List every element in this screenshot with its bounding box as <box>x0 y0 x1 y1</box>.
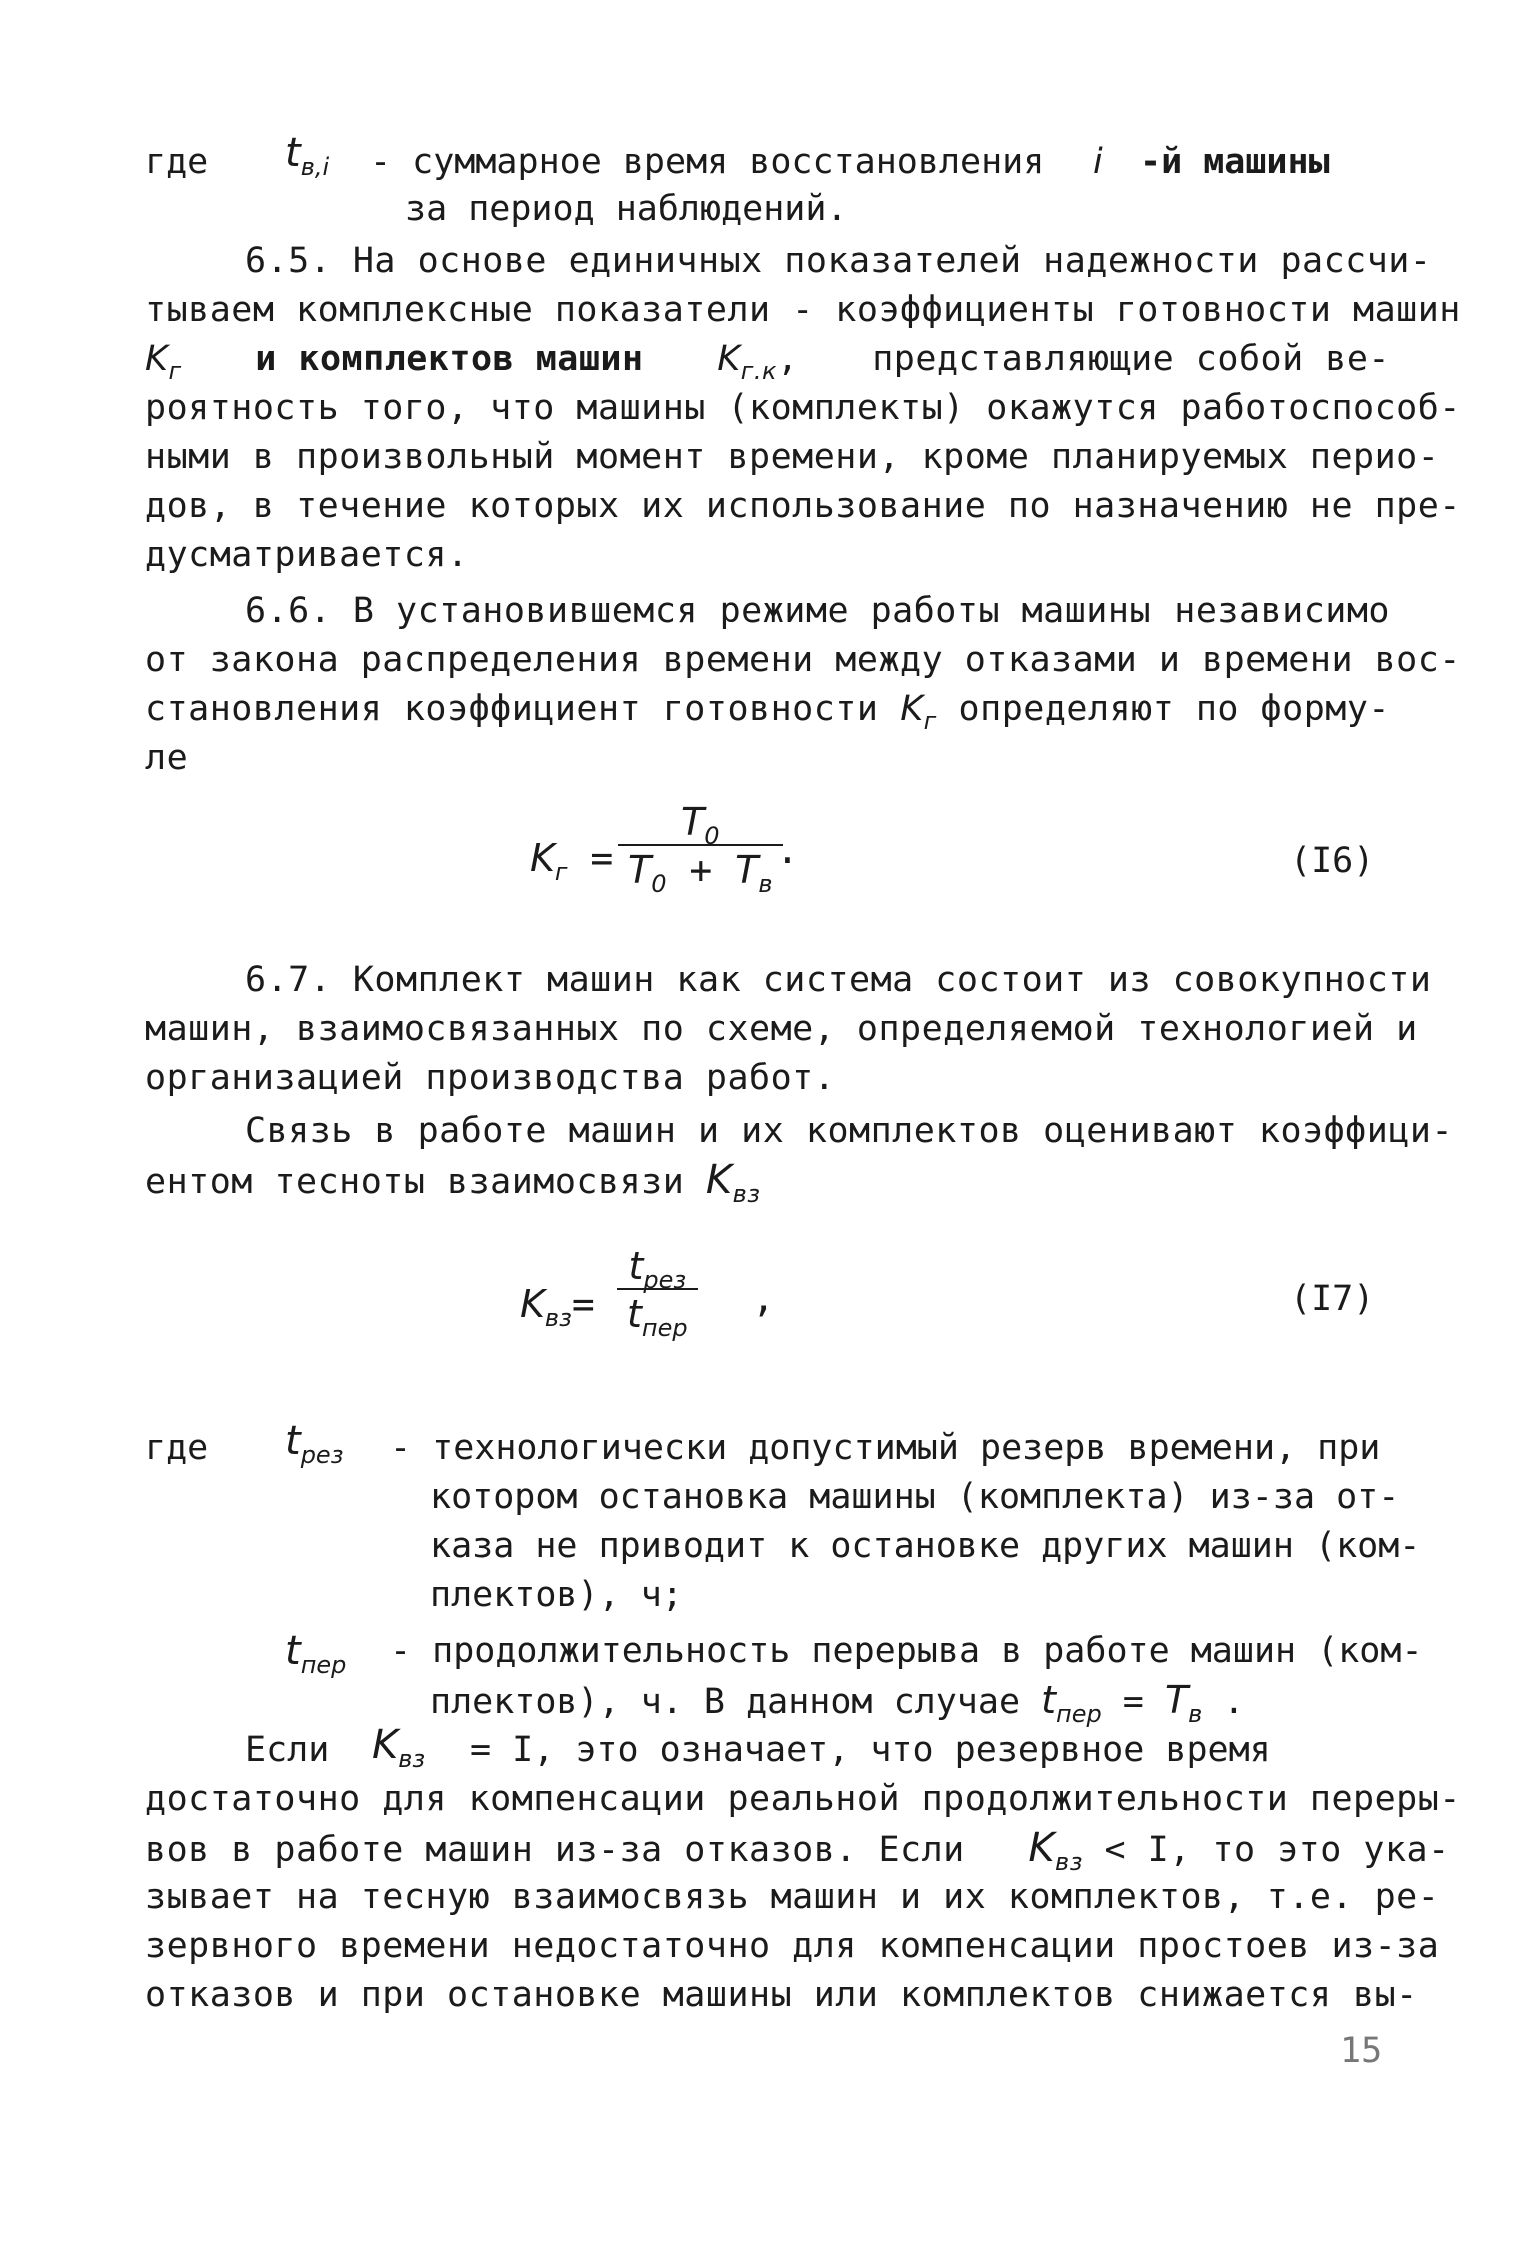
text-segment: и комплектов машин <box>255 339 644 379</box>
paragraph-6-7-line-3: организацией производства работ. <box>145 1058 836 1098</box>
symbol-kgk: $K_{г.к}$, <box>717 339 799 385</box>
paragraph-6-5-line-1: 6.5. На основе единичных показателей надежности рассчи- <box>245 241 1432 281</box>
formula-17-numerator: $t_{рез}$ <box>628 1244 687 1294</box>
symbol-kg: $K_г$ <box>900 689 937 735</box>
paragraph-6-5-line-6: дов, в течение которых их использование по назначению не пре- <box>145 486 1461 526</box>
symbol-i: i <box>1093 142 1103 182</box>
formula-17-denominator: $t_{пер}$ <box>627 1292 688 1342</box>
paragraph-6-6-line-4: ле <box>145 738 189 778</box>
formula-16-label: (I6) <box>1290 841 1375 881</box>
paragraph-6-6-line-2: от закона распределения времени между отказами и времени вос- <box>145 640 1461 680</box>
paragraph-6-7-line-2: машин, взаимосвязанных по схеме, определяемой технологией и <box>145 1009 1418 1049</box>
paragraph-esli-line-2: достаточно для компенсации реальной продолжительности переры- <box>145 1779 1461 1819</box>
paragraph-6-6-line-3 <box>145 686 1390 735</box>
paragraph-esli-line-3: вов в работе машин из-за отказов. Если $K_{вз} < I$, то это ука- <box>145 1825 1450 1876</box>
text-segment: становления коэффициент готовности <box>145 689 879 729</box>
paragraph-esli-line-5: зервного времени недостаточно для компенсации простоев из-за <box>145 1926 1440 1966</box>
paragraph-esli-line-1: = I, это означает, что резервное время <box>470 1730 1271 1770</box>
definition-tail: -й машины <box>1140 142 1330 182</box>
paragraph-svyaz-line-2: ентом тесноты взаимосвязи $K_{вз}$ <box>145 1157 761 1208</box>
paragraph-6-5-line-5: ными в произвольный момент времени, кроме планируемых перио- <box>145 437 1440 477</box>
paragraph-esli-line-6: отказов и при остановке машины или комплектов снижается вы- <box>145 1975 1418 2015</box>
symbol-t-rez: $t_{рез}$ <box>285 1418 344 1469</box>
formula-16-fraction <box>618 800 783 898</box>
definition-t-rez-line-1: - технологически допустимый резерв времени, при <box>390 1428 1381 1468</box>
symbol-t-vi: $t_{в,i}$ <box>285 130 330 181</box>
definition-line-2: за период наблюдений. <box>405 189 848 229</box>
text-segment: 6.6. В установившемся режиме работы машины <box>245 591 1152 631</box>
formula-17-lhs: $K_{вз}=$ <box>520 1282 595 1332</box>
symbol-kvz: $K_{вз}$ <box>372 1722 426 1773</box>
page-number: 15 <box>1340 2031 1383 2071</box>
definition-t-rez-line-3: каза не приводит к остановке других машин (ком- <box>430 1526 1421 1566</box>
symbol-t-per: $t_{пер}$ <box>285 1628 347 1679</box>
formula-16-lhs: $K_г$ = <box>530 836 614 886</box>
paragraph-6-5-line-7: дусматривается. <box>145 535 469 575</box>
formula-16-denominator: $T_0 + T_в$ <box>628 848 773 898</box>
formula-17-fraction <box>617 1244 698 1342</box>
text-segment: определяют по форму- <box>958 689 1390 729</box>
formula-17-label: (I7) <box>1290 1279 1375 1319</box>
where-label: где <box>145 1428 209 1468</box>
definition-t-per-line-1: - продолжительность перерыва в работе машин (ком- <box>390 1631 1423 1671</box>
text-segment: независимо <box>1174 591 1390 631</box>
paragraph-svyaz-line-1: Связь в работе машин и их комплектов оценивают коэффици- <box>245 1111 1454 1151</box>
definition-text: - суммарное время восстановления <box>370 142 1045 182</box>
text-segment: представляющие собой ве- <box>872 339 1390 379</box>
definition-t-per-line-2: плектов), ч. В данном случае $t_{пер} = T_в$ . <box>430 1678 1245 1728</box>
paragraph-esli-line-4: зывает на тесную взаимосвязь машин и их комплектов, т.е. ре- <box>145 1877 1440 1917</box>
paragraph-6-5-line-2: тываем комплексные показатели - коэффициенты готовности машин <box>145 290 1461 330</box>
paragraph-6-5-line-3 <box>145 336 1390 385</box>
where-label: где <box>145 142 209 182</box>
symbol-kg: $K_г$ <box>145 339 182 385</box>
paragraph-esli-start: Если <box>245 1730 330 1770</box>
paragraph-6-7-line-1: 6.7. Комплект машин как система состоит из совокупности <box>245 960 1432 1000</box>
formula-16-trail: . <box>776 828 799 872</box>
definition-t-rez-line-4: плектов), ч; <box>430 1575 683 1615</box>
definition-t-rez-line-2: котором остановка машины (комплекта) из-за от- <box>430 1477 1400 1517</box>
formula-16-numerator: $T_0$ <box>681 800 720 850</box>
formula-17-trail: , <box>752 1276 775 1320</box>
paragraph-6-6-line-1 <box>245 588 1390 634</box>
paragraph-6-5-line-4: роятность того, что машины (комплекты) окажутся работоспособ- <box>145 388 1461 428</box>
